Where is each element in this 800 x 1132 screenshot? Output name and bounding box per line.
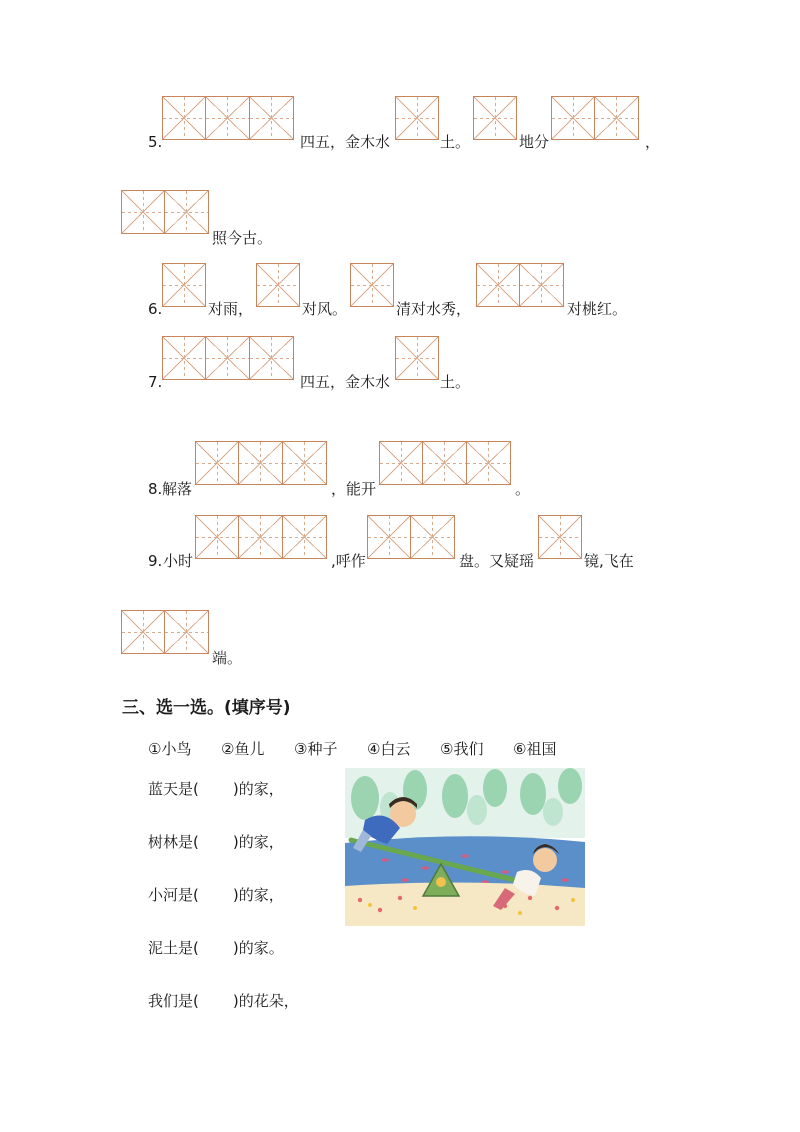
option-1: ①小鸟 [148,740,192,758]
fill-line-5-prefix: 我们是( [148,992,199,1010]
q5-grid-a[interactable] [162,96,294,140]
q5-grid-d[interactable] [551,96,639,140]
q5-text-2: 土。 [440,133,471,151]
q6-grid-c[interactable] [350,263,394,307]
section-3-heading: 三、选一选。(填序号) [122,698,291,718]
fill-line-3-prefix: 小河是( [148,886,199,904]
q6-text-2: 对风。 [302,300,348,318]
q9-text-2: ,呼作 [331,552,366,570]
fill-line-1 [148,778,284,799]
q9-text-3: 盘。又疑瑶 [459,552,535,570]
fill-line-2 [148,831,284,852]
q5-text-3: 地分 [519,133,550,151]
fill-line-5 [148,990,299,1011]
q5-text-1: 四五，金木水 [300,133,391,151]
q9-text-5: 端。 [212,649,243,667]
fill-line-5-suffix: )的花朵， [232,992,299,1010]
fill-line-2-prefix: 树林是( [148,833,199,851]
fill-line-4-prefix: 泥土是( [148,939,199,957]
q5-text-5: 照今古。 [212,229,273,247]
q7-grid-a[interactable] [162,336,294,380]
q9-grid-c[interactable] [538,515,582,559]
q5-text-4: ， [645,133,661,151]
q5-number: 5. [148,133,163,151]
fill-line-4-suffix: )的家。 [232,939,284,957]
option-4: ④白云 [367,740,411,758]
q8-text-3: 。 [515,480,531,498]
q8-number: 8. [148,480,163,498]
q9-grid-b[interactable] [367,515,455,559]
q6-grid-a[interactable] [162,263,206,307]
option-3: ③种子 [294,740,338,758]
q7-grid-b[interactable] [395,336,439,380]
fill-line-2-suffix: )的家， [232,833,284,851]
q8-grid-b[interactable] [379,441,511,485]
q9-grid-a[interactable] [195,515,327,559]
q6-text-3: 清对水秀， [396,300,472,318]
q5-grid-e[interactable] [121,190,209,234]
q5-grid-b[interactable] [395,96,439,140]
fill-line-4 [148,937,284,958]
fill-line-1-suffix: )的家， [232,780,284,798]
seesaw-illustration [345,768,585,926]
fill-line-1-prefix: 蓝天是( [148,780,199,798]
q9-grid-d[interactable] [121,610,209,654]
q8-text-1: 解落 [162,480,193,498]
q9-text-4: 镜,飞在 [584,552,634,570]
q8-grid-a[interactable] [195,441,327,485]
q7-text-2: 土。 [440,373,471,391]
q6-text-4: 对桃红。 [567,300,628,318]
q9-text-1: 小时 [163,552,194,570]
fill-line-3-suffix: )的家， [232,886,284,904]
q6-number: 6. [148,300,163,318]
option-2: ②鱼儿 [221,740,265,758]
q6-text-1: 对雨， [208,300,254,318]
q6-grid-b[interactable] [256,263,300,307]
q6-grid-d[interactable] [476,263,564,307]
q8-text-2: ，能开 [331,480,377,498]
q9-number: 9. [148,552,163,570]
fill-line-3 [148,884,284,905]
q7-text-1: 四五，金木水 [300,373,391,391]
q7-number: 7. [148,373,163,391]
option-5: ⑤我们 [440,740,484,758]
q5-grid-c[interactable] [473,96,517,140]
option-6: ⑥祖国 [513,740,557,758]
